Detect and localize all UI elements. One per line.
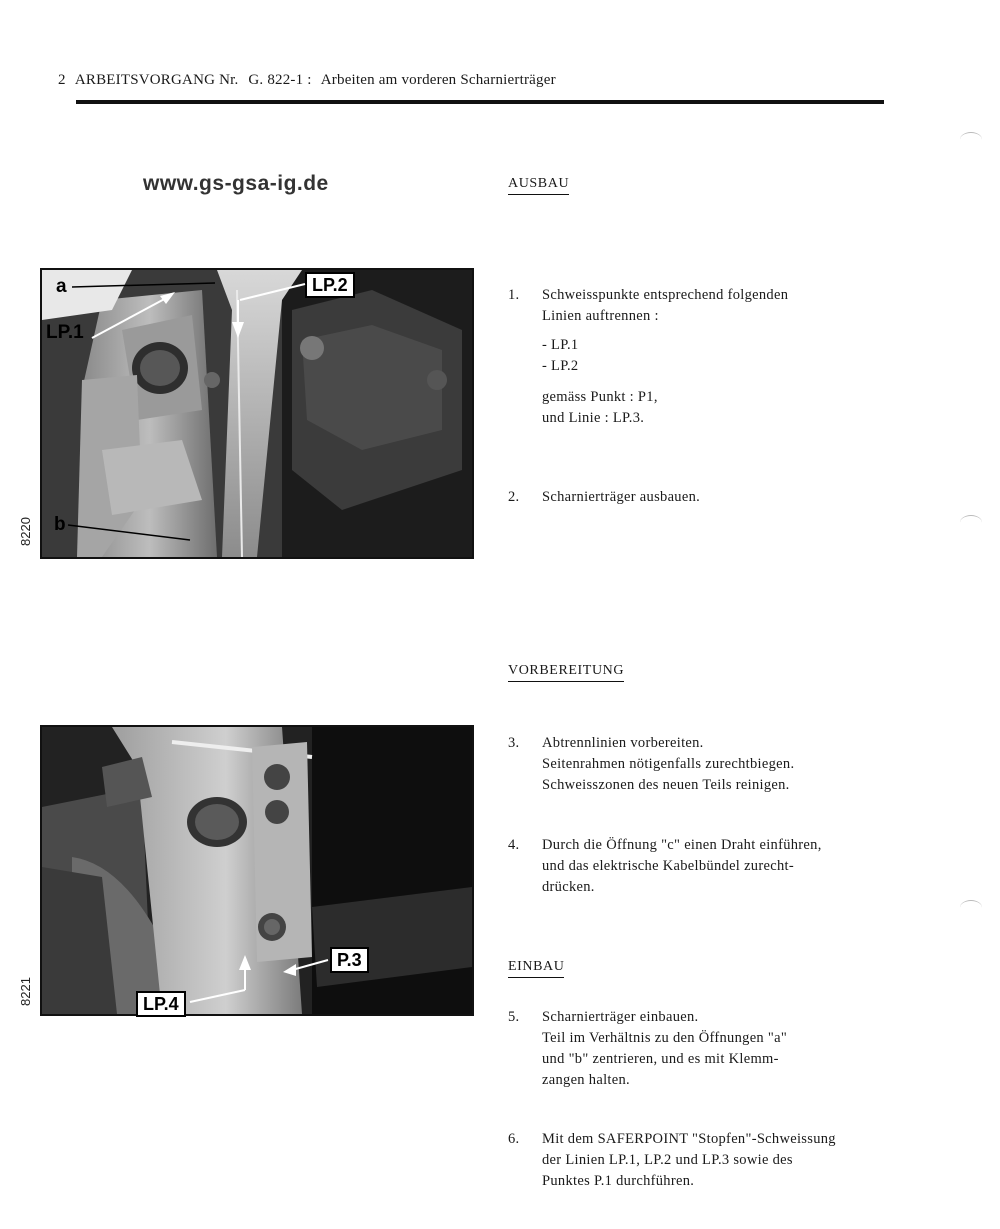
- step-text-line: Scharnierträger einbauen.: [542, 1009, 699, 1025]
- step-text-line: Schweisszonen des neuen Teils reinigen.: [542, 777, 790, 793]
- step-text-line: Durch die Öffnung "c" einen Draht einführen,: [542, 837, 822, 853]
- operation-number: G. 822-1 :: [248, 72, 312, 88]
- step-text-line: Mit dem SAFERPOINT "Stopfen"-Schweissung: [542, 1131, 836, 1147]
- step-text-line: und das elektrische Kabelbündel zurecht-: [542, 858, 794, 874]
- label-lp4: LP.4: [136, 991, 186, 1017]
- label-b: b: [54, 514, 66, 535]
- step-text-line: drücken.: [542, 879, 595, 895]
- label-lp1: LP.1: [46, 322, 84, 343]
- section-einbau-heading: EINBAU: [508, 959, 564, 978]
- step-text-line: gemäss Punkt : P1,: [542, 389, 658, 405]
- step-text-line: zangen halten.: [542, 1072, 630, 1088]
- step-text-line: Teil im Verhältnis zu den Öffnungen "a": [542, 1030, 788, 1046]
- section-vorbereitung-heading: VORBEREITUNG: [508, 663, 624, 682]
- step-1: [508, 285, 788, 429]
- page-title: Arbeiten am vorderen Scharnierträger: [320, 72, 556, 88]
- operation-label: ARBEITSVORGANG Nr.: [74, 72, 239, 88]
- step-number: 1.: [508, 287, 520, 303]
- step-number: 3.: [508, 735, 520, 751]
- step-2: [508, 487, 700, 508]
- section-ausbau-heading: AUSBAU: [508, 176, 569, 195]
- step-4: [508, 835, 822, 898]
- step-number: 4.: [508, 837, 520, 853]
- step-sub-item: - LP.1: [542, 337, 579, 353]
- figure-8221-code: 8221: [18, 977, 33, 1006]
- step-6: [508, 1129, 836, 1192]
- step-text-line: Seitenrahmen nötigenfalls zurechtbiegen.: [542, 756, 795, 772]
- step-number: 2.: [508, 489, 520, 505]
- step-text-line: Abtrennlinien vorbereiten.: [542, 735, 704, 751]
- step-text-line: Punktes P.1 durchführen.: [542, 1173, 695, 1189]
- step-text-line: der Linien LP.1, LP.2 und LP.3 sowie des: [542, 1152, 793, 1168]
- step-sub-item: - LP.2: [542, 358, 579, 374]
- step-number: 5.: [508, 1009, 520, 1025]
- step-text-line: Scharnierträger ausbauen.: [542, 489, 701, 505]
- step-text-line: und "b" zentrieren, und es mit Klemm-: [542, 1051, 779, 1067]
- figure-8220-code: 8220: [18, 517, 33, 546]
- page-number: 2: [58, 72, 66, 88]
- website-watermark: www.gs-gsa-ig.de: [143, 172, 329, 195]
- step-text-line: Schweisspunkte entsprechend folgenden: [542, 287, 789, 303]
- label-lp2: LP.2: [305, 272, 355, 298]
- step-3: [508, 733, 794, 796]
- step-number: 6.: [508, 1131, 520, 1147]
- step-text-line: und Linie : LP.3.: [542, 410, 645, 426]
- step-text-line: Linien auftrennen :: [542, 308, 659, 324]
- step-5: [508, 1007, 787, 1091]
- label-p3: P.3: [330, 947, 369, 973]
- label-a: a: [56, 276, 67, 297]
